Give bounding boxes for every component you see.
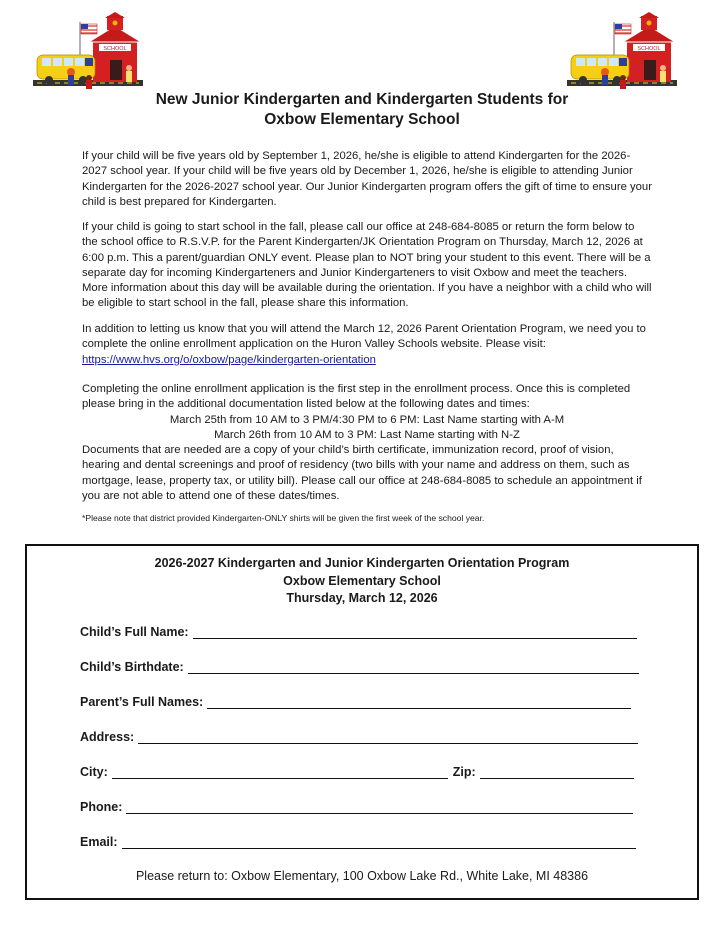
form-heading-date: Thursday, March 12, 2026: [286, 591, 438, 605]
school-bus-clipart-left: [33, 12, 143, 92]
documentation-intro-text: Completing the online enrollment application is the first step in the enrollment process. Once this is completed please bring in the additional documentation listed below at the following dates and times:: [82, 383, 631, 411]
rsvp-paragraph: [82, 220, 652, 312]
parent-full-names-input[interactable]: [207, 694, 631, 709]
title-line-1: New Junior Kindergarten and Kindergarten Students for: [155, 91, 569, 108]
eligibility-text: If your child will be five years old by September 1, 2026, he/she is eligible to attend Kindergarten for the 2026-2027 school year. If your child will be five years old by December 1, 2026, he/she is eligible to attending Junior Kindergarten for the 2026-2027 school year. Our Junior Kindergarten program offers the gift of time to ensure your child is best prepared for Kindergarten.: [82, 150, 652, 208]
page-title: [0, 90, 724, 130]
title-line-2: Oxbow Elementary School: [264, 111, 460, 128]
field-label: Email:: [80, 835, 118, 849]
parent-full-names-field: [80, 694, 631, 709]
field-label: Child’s Birthdate:: [80, 660, 184, 674]
shirts-note: *Please note that district provided Kindergarten-ONLY shirts will be given the first week of the school year.: [82, 513, 485, 523]
form-heading-program: 2026-2027 Kindergarten and Junior Kindergarten Orientation Program: [154, 556, 570, 570]
documentation-paragraph: [82, 382, 652, 504]
return-address: Please return to: Oxbow Elementary, 100 Oxbow Lake Rd., White Lake, MI 48386: [135, 869, 589, 883]
enrollment-text: In addition to letting us know that you will attend the March 12, 2026 Parent Orientation Program, we need you to complete the online enrollment application on the Huron Valley Schools website. Please visit:: [82, 323, 646, 351]
phone-input[interactable]: [126, 799, 633, 814]
field-label: Child’s Full Name:: [80, 625, 189, 639]
rsvp-text: If your child is going to start school in the fall, please call our office at 248-684-8085 or return the form below to the school office to R.S.V.P. for the Parent Kindergarten/JK Orientation Program on Thursday, March 12, 2026 at 6:00 p.m. This a parent/guardian ONLY event. Please plan to NOT bring your student to this event. There will be a separate day for incoming Kindergarteners and Junior Kindergarteners to visit Oxbow and meet the teachers. More information about this day will be available during the orientation. If you have a neighbor with a child who will be eligible to start school in the fall, please share this information.: [82, 221, 652, 310]
field-label: Parent’s Full Names:: [80, 695, 204, 709]
address-input[interactable]: [138, 729, 638, 744]
child-birthdate-field: [80, 659, 639, 674]
email-input[interactable]: [122, 834, 636, 849]
field-label: Zip:: [452, 765, 476, 779]
zip-input[interactable]: [480, 764, 634, 779]
eligibility-paragraph: [82, 149, 652, 210]
city-zip-field: [80, 764, 634, 779]
child-full-name-input[interactable]: [193, 624, 637, 639]
rsvp-form: [25, 544, 699, 900]
field-label: Phone:: [80, 800, 123, 814]
clipart-sign-text: SCHOOL: [103, 46, 127, 52]
form-heading: [27, 555, 697, 608]
enrollment-paragraph: [82, 322, 652, 368]
schedule-item: March 26th from 10 AM to 3 PM: Last Name starting with N-Z: [214, 428, 520, 441]
form-heading-school: Oxbow Elementary School: [283, 573, 441, 588]
schedule-item: March 25th from 10 AM to 3 PM/4:30 PM to 6 PM: Last Name starting with A-M: [169, 413, 565, 426]
enrollment-link[interactable]: https://www.hvs.org/o/oxbow/page/kindergarten-orientation: [82, 353, 376, 366]
phone-field: [80, 799, 633, 814]
field-label: City:: [80, 765, 108, 779]
documents-needed-text: Documents that are needed are a copy of your child’s birth certificate, immunization record, proof of vision, hearing and dental screenings and proof of residency (two bills with your name and address on them, such as mortgage, lease, property tax, or utility bill). Please call our office at 248-684-8085 to schedule an appointment if you are not able to attend one of these dates/times.: [82, 444, 642, 503]
city-input[interactable]: [112, 764, 448, 779]
field-label: Address:: [80, 730, 135, 744]
address-field: [80, 729, 638, 744]
child-full-name-field: [80, 624, 637, 639]
school-bus-clipart-right: [567, 12, 677, 92]
clipart-sign-text: SCHOOL: [637, 46, 661, 52]
child-birthdate-input[interactable]: [188, 659, 639, 674]
email-field: [80, 834, 636, 849]
